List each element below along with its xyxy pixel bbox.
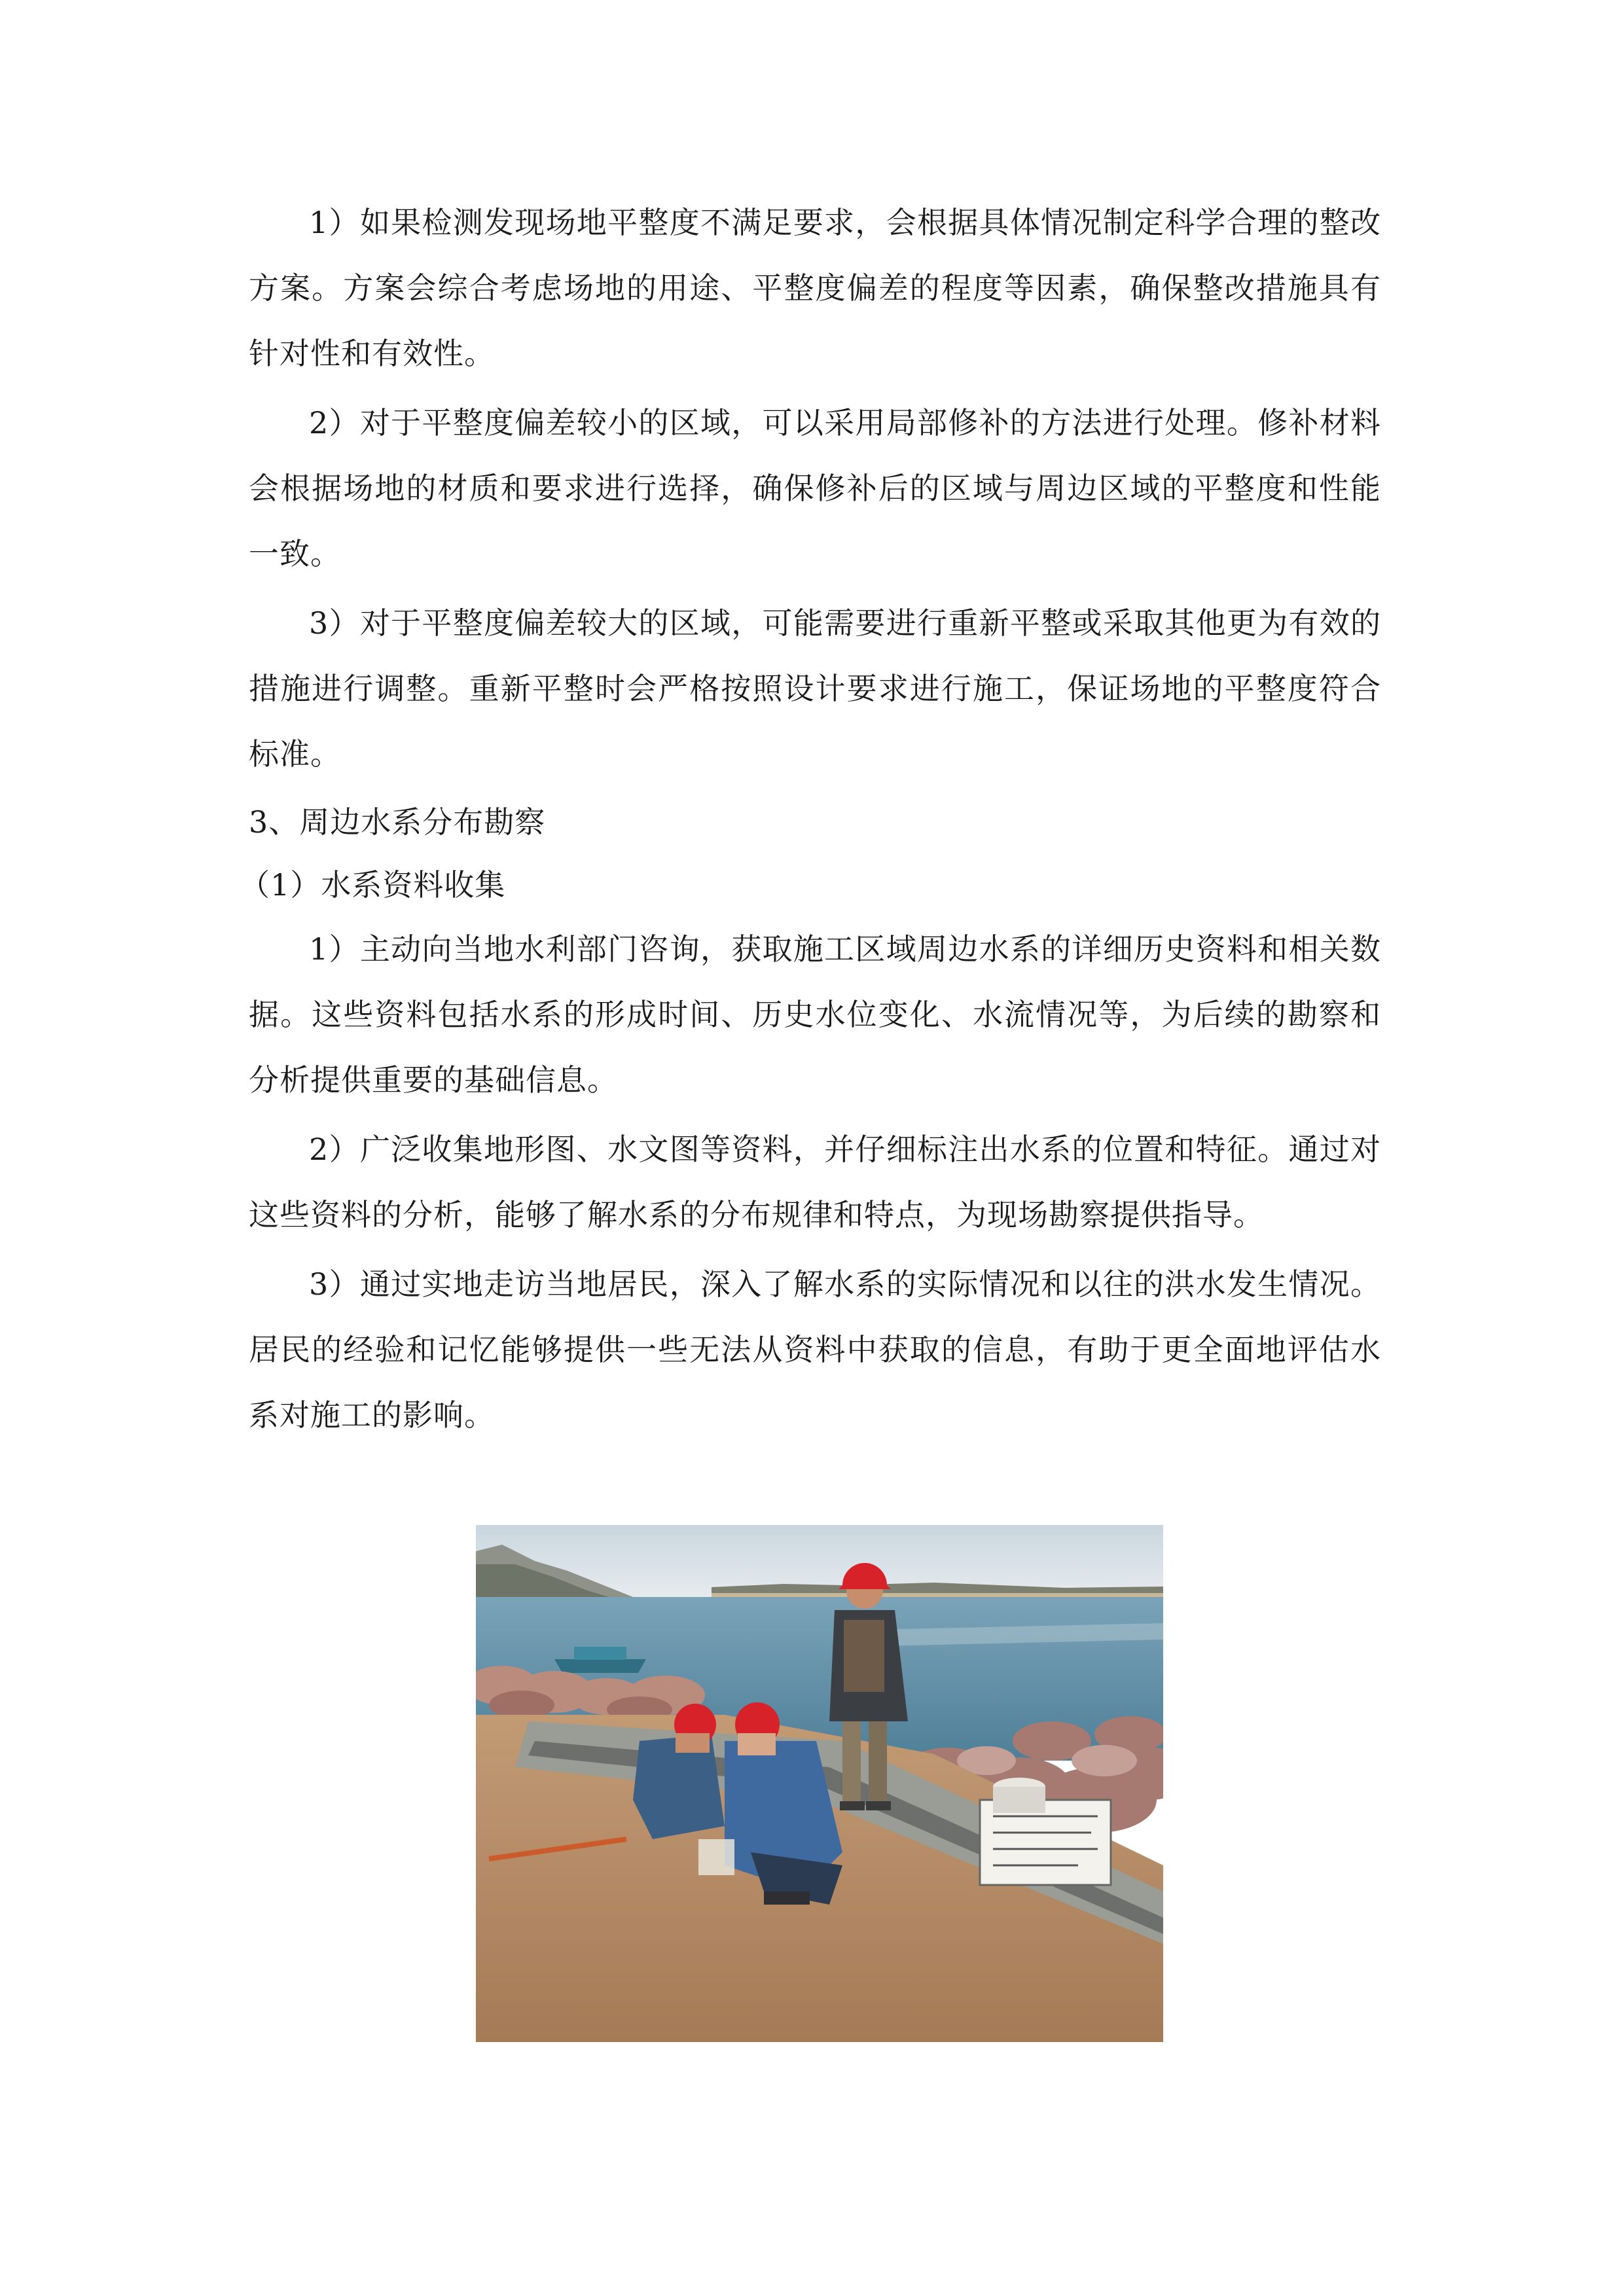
paragraph: 2）广泛收集地形图、水文图等资料，并仔细标注出水系的位置和特征。通过对这些资料的分析，能够了解水系的分布规律和特点，为现场勘察提供指导。	[249, 1132, 1381, 1232]
survey-photo-illustration	[476, 1525, 1163, 2042]
paragraph: 2）对于平整度偏差较小的区域，可以采用局部修补的方法进行处理。修补材料会根据场地的材质和要求进行选择，确保修补后的区域与周边区域的平整度和性能一致。	[249, 405, 1381, 571]
paragraph: 1）如果检测发现场地平整度不满足要求，会根据具体情况制定科学合理的整改方案。方案会综合考虑场地的用途、平整度偏差的程度等因素，确保整改措施具有针对性和有效性。	[249, 205, 1381, 371]
subsection-heading: （1）水系资料收集	[240, 867, 506, 903]
document-body	[240, 190, 1381, 1452]
paragraph: 1）主动向当地水利部门咨询，获取施工区域周边水系的详细历史资料和相关数据。这些资料包括水系的形成时间、历史水位变化、水流情况等，为后续的勘察和分析提供重要的基础信息。	[249, 931, 1381, 1098]
paragraph: 3）通过实地走访当地居民，深入了解水系的实际情况和以往的洪水发生情况。居民的经验和记忆能够提供一些无法从资料中获取的信息，有助于更全面地评估水系对施工的影响。	[249, 1266, 1381, 1433]
survey-photo	[476, 1525, 1163, 2042]
section-heading: 3、周边水系分布勘察	[249, 804, 546, 840]
paragraph: 3）对于平整度偏差较大的区域，可能需要进行重新平整或采取其他更为有效的措施进行调整。重新平整时会严格按照设计要求进行施工，保证场地的平整度符合标准。	[249, 605, 1381, 772]
